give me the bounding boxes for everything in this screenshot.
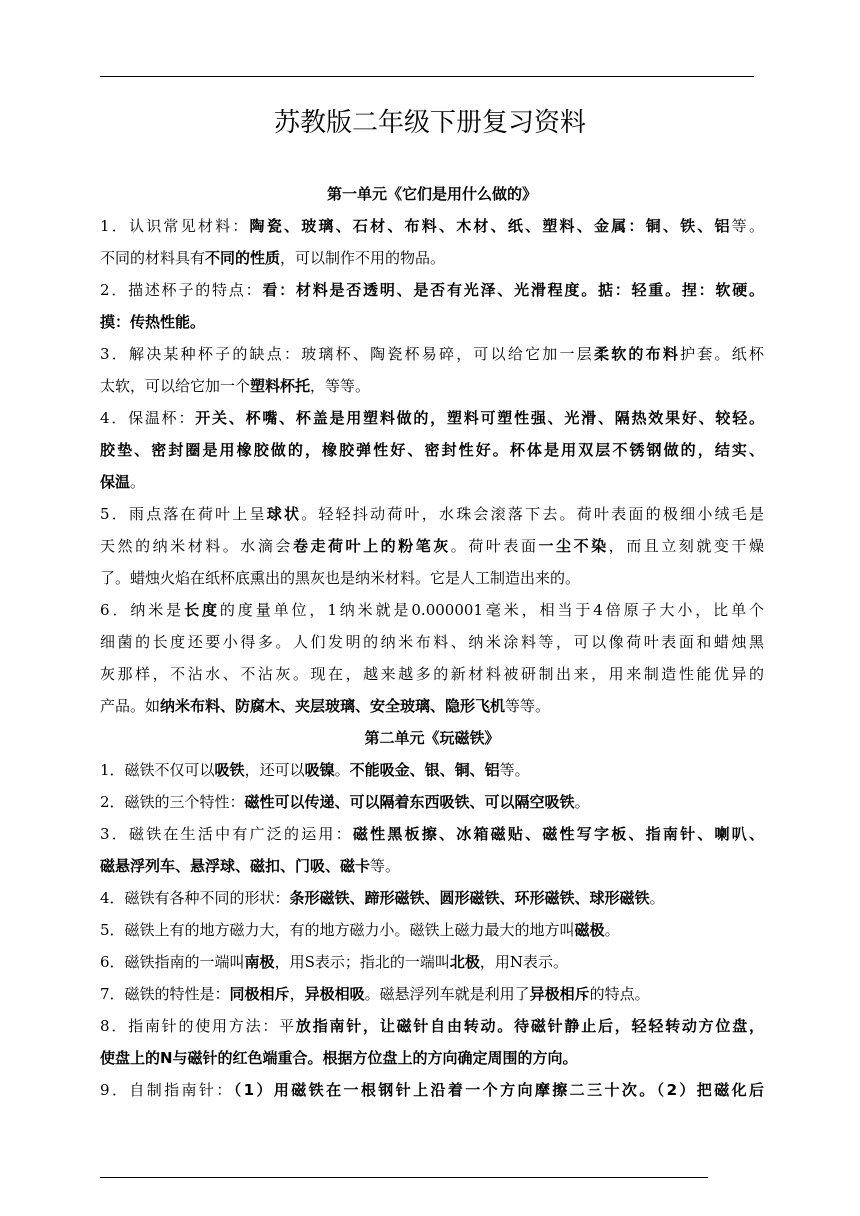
text-run: 的度量单位，1纳米就是0.000001毫米，相当于4倍原子大小，比单个 [219,601,764,619]
text-line [100,658,764,690]
document-title: 苏教版二年级下册复习资料 [273,108,586,138]
text-run: 9．自制指南针： [100,1081,234,1099]
bold-text: 磁悬浮列车、悬浮球、磁扣、门吸、磁卡 [100,857,371,875]
text-run: 等。 [731,217,764,235]
text-run: 6．纳米是 [100,601,185,619]
text-run: 2．描述杯子的特点： [100,281,263,299]
text-line [100,1042,764,1074]
text-run: 。磁悬浮列车就是利用了 [364,985,530,1003]
text-run: 灰那样，不沾水、不沾灰。现在，越来越多的新材料被研制出来，用来制造性能优异的 [100,665,764,683]
text-run: 太软，可以给它加一个 [100,377,251,395]
text-run: ，可以制作不用的物品。 [280,249,446,267]
text-run: 第二单元《玩磁铁》 [364,729,500,747]
text-run: 7．磁铁的特性是： [100,985,230,1003]
text-line [100,850,764,882]
bold-text: 卷走荷叶上的粉笔灰 [292,537,451,555]
text-line [100,498,764,530]
bold-text: 南极 [244,953,275,971]
bold-text: 使盘上的N与磁针的红色端重合。根据方位盘上的方向确定周围的方向。 [100,1049,578,1067]
bold-text: 开关、杯嘴、杯盖是用塑料做的，塑料可塑性强、光滑、隔热效果好、较轻。 [195,409,764,427]
bold-text: 胶垫、密封圈是用橡胶做的，橡胶弹性好、密封性好。杯体是用双层不锈钢做的，结实、 [100,441,764,459]
bold-text: 长度 [184,601,220,619]
text-run: 1．认识常见材料： [100,217,250,235]
text-run: 了。蜡烛火焰在纸杯底熏出的黑灰也是纳米材料。它是人工制造出来的。 [100,569,581,587]
text-line [100,370,764,402]
text-run: 3．解决某种杯子的缺点：玻璃杯、陶瓷杯易碎，可以给它加一层 [100,345,594,363]
bold-text: 吸镍 [304,761,335,779]
bold-text: 条形磁铁、蹄形磁铁、圆形磁铁、环形磁铁、球形磁铁 [289,889,650,907]
text-line [100,306,764,338]
text-line [100,562,764,594]
text-run: 5．磁铁上有的地方磁力大，有的地方磁力小。磁铁上磁力最大的地方叫 [100,921,575,939]
text-line [100,1074,764,1106]
text-line [100,594,764,626]
text-run: 。 [130,473,146,491]
bold-text: 球状 [266,505,302,523]
bold-text: 磁性可以传递、可以隔着东西吸铁、可以隔空吸铁 [244,793,575,811]
text-run: 。 [574,793,590,811]
header-rule [100,76,754,77]
text-run: 天然的纳米材料。水滴会 [100,537,293,555]
text-run: ，等等。 [310,377,371,395]
text-line [100,786,764,818]
bold-text: 放指南针，让磁针自由转动。待磁针静止后，轻轻转动方位盘， [295,1017,764,1035]
text-line [100,434,764,466]
text-line [100,946,764,978]
text-run: ，还可以 [244,761,305,779]
text-run: 5．雨点落在荷叶上呈 [100,505,267,523]
footer-rule [100,1177,708,1178]
text-run: 第一单元《它们是用什么做的》 [326,185,537,203]
section-heading [100,722,764,754]
bold-text: 同极相斥 [229,985,290,1003]
text-run: 产品。如 [100,697,161,715]
text-run: 护套。纸杯 [680,345,764,363]
text-run: 细菌的长度还要小得多。人们发明的纳米布料、纳米涂料等，可以像荷叶表面和蜡烛黑 [100,633,764,651]
text-line [100,914,764,946]
text-run: 等。 [370,857,401,875]
text-line [100,690,764,722]
text-line [100,466,764,498]
text-line [100,626,764,658]
bold-text: 塑料杯托 [250,377,311,395]
text-line [100,754,764,786]
text-run: ，用S表示；指北的一端叫 [274,953,450,971]
text-run: 1．磁铁不仅可以 [100,761,215,779]
section-heading [100,178,764,210]
text-run: 4．磁铁有各种不同的形状： [100,889,290,907]
bold-text: 不同的性质 [205,249,281,267]
text-run: 4．保温杯： [100,409,196,427]
text-line [100,338,764,370]
bold-text: 异极相斥 [529,985,590,1003]
bold-text: 磁极 [574,921,605,939]
text-run: ，用N表示。 [479,953,568,971]
text-line [100,242,764,274]
text-line [100,530,764,562]
text-run: 2．磁铁的三个特性： [100,793,245,811]
bold-text: 北极 [449,953,480,971]
text-run: 。荷叶表面 [450,537,539,555]
bold-text: 陶瓷、玻璃、石材、布料、木材、纸、塑料、金属：铜、铁、铝 [249,217,732,235]
bold-text: 摸：传热性能。 [100,313,206,331]
text-run: 不同的材料具有 [100,249,206,267]
text-run: 等。 [499,761,530,779]
bold-text: 保温 [100,473,131,491]
text-run: 3．磁铁在生活中有广泛的运用： [100,825,353,843]
text-run: ， [289,985,305,1003]
text-line [100,1010,764,1042]
bold-text: 不能吸金、银、铜、铝 [349,761,500,779]
text-run: 6．磁铁指南的一端叫 [100,953,245,971]
text-line [100,882,764,914]
text-run: 等等。 [505,697,551,715]
text-run: ，而且立刻就变干燥 [608,537,764,555]
bold-text: （1）用磁铁在一根钢针上沿着一个方向摩擦二三十次。（2）把磁化后 [233,1081,764,1099]
text-run: 。 [649,889,665,907]
text-run: 8．指南针的使用方法：平 [100,1017,296,1035]
text-line [100,274,764,306]
bold-text: 看：材料是否透明、是否有光泽、光滑程度。掂：轻重。捏：软硬。 [262,281,764,299]
text-line [100,978,764,1010]
text-run: 的特点。 [589,985,650,1003]
bold-text: 磁性黑板擦、冰箱磁贴、磁性写字板、指南针、喇叭、 [352,825,764,843]
bold-text: 纳米布料、防腐木、夹层玻璃、安全玻璃、隐形飞机 [160,697,506,715]
bold-text: 一尘不染 [538,537,609,555]
text-line [100,818,764,850]
bold-text: 吸铁 [214,761,245,779]
bold-text: 异极相吸 [304,985,365,1003]
bold-text: 柔软的布料 [593,345,681,363]
text-run: 。轻轻抖动荷叶，水珠会滚落下去。荷叶表面的极细小绒毛是 [301,505,764,523]
document-body [100,178,764,1106]
text-run: 。 [604,921,620,939]
text-line [100,402,764,434]
text-line [100,210,764,242]
text-run: 。 [334,761,350,779]
